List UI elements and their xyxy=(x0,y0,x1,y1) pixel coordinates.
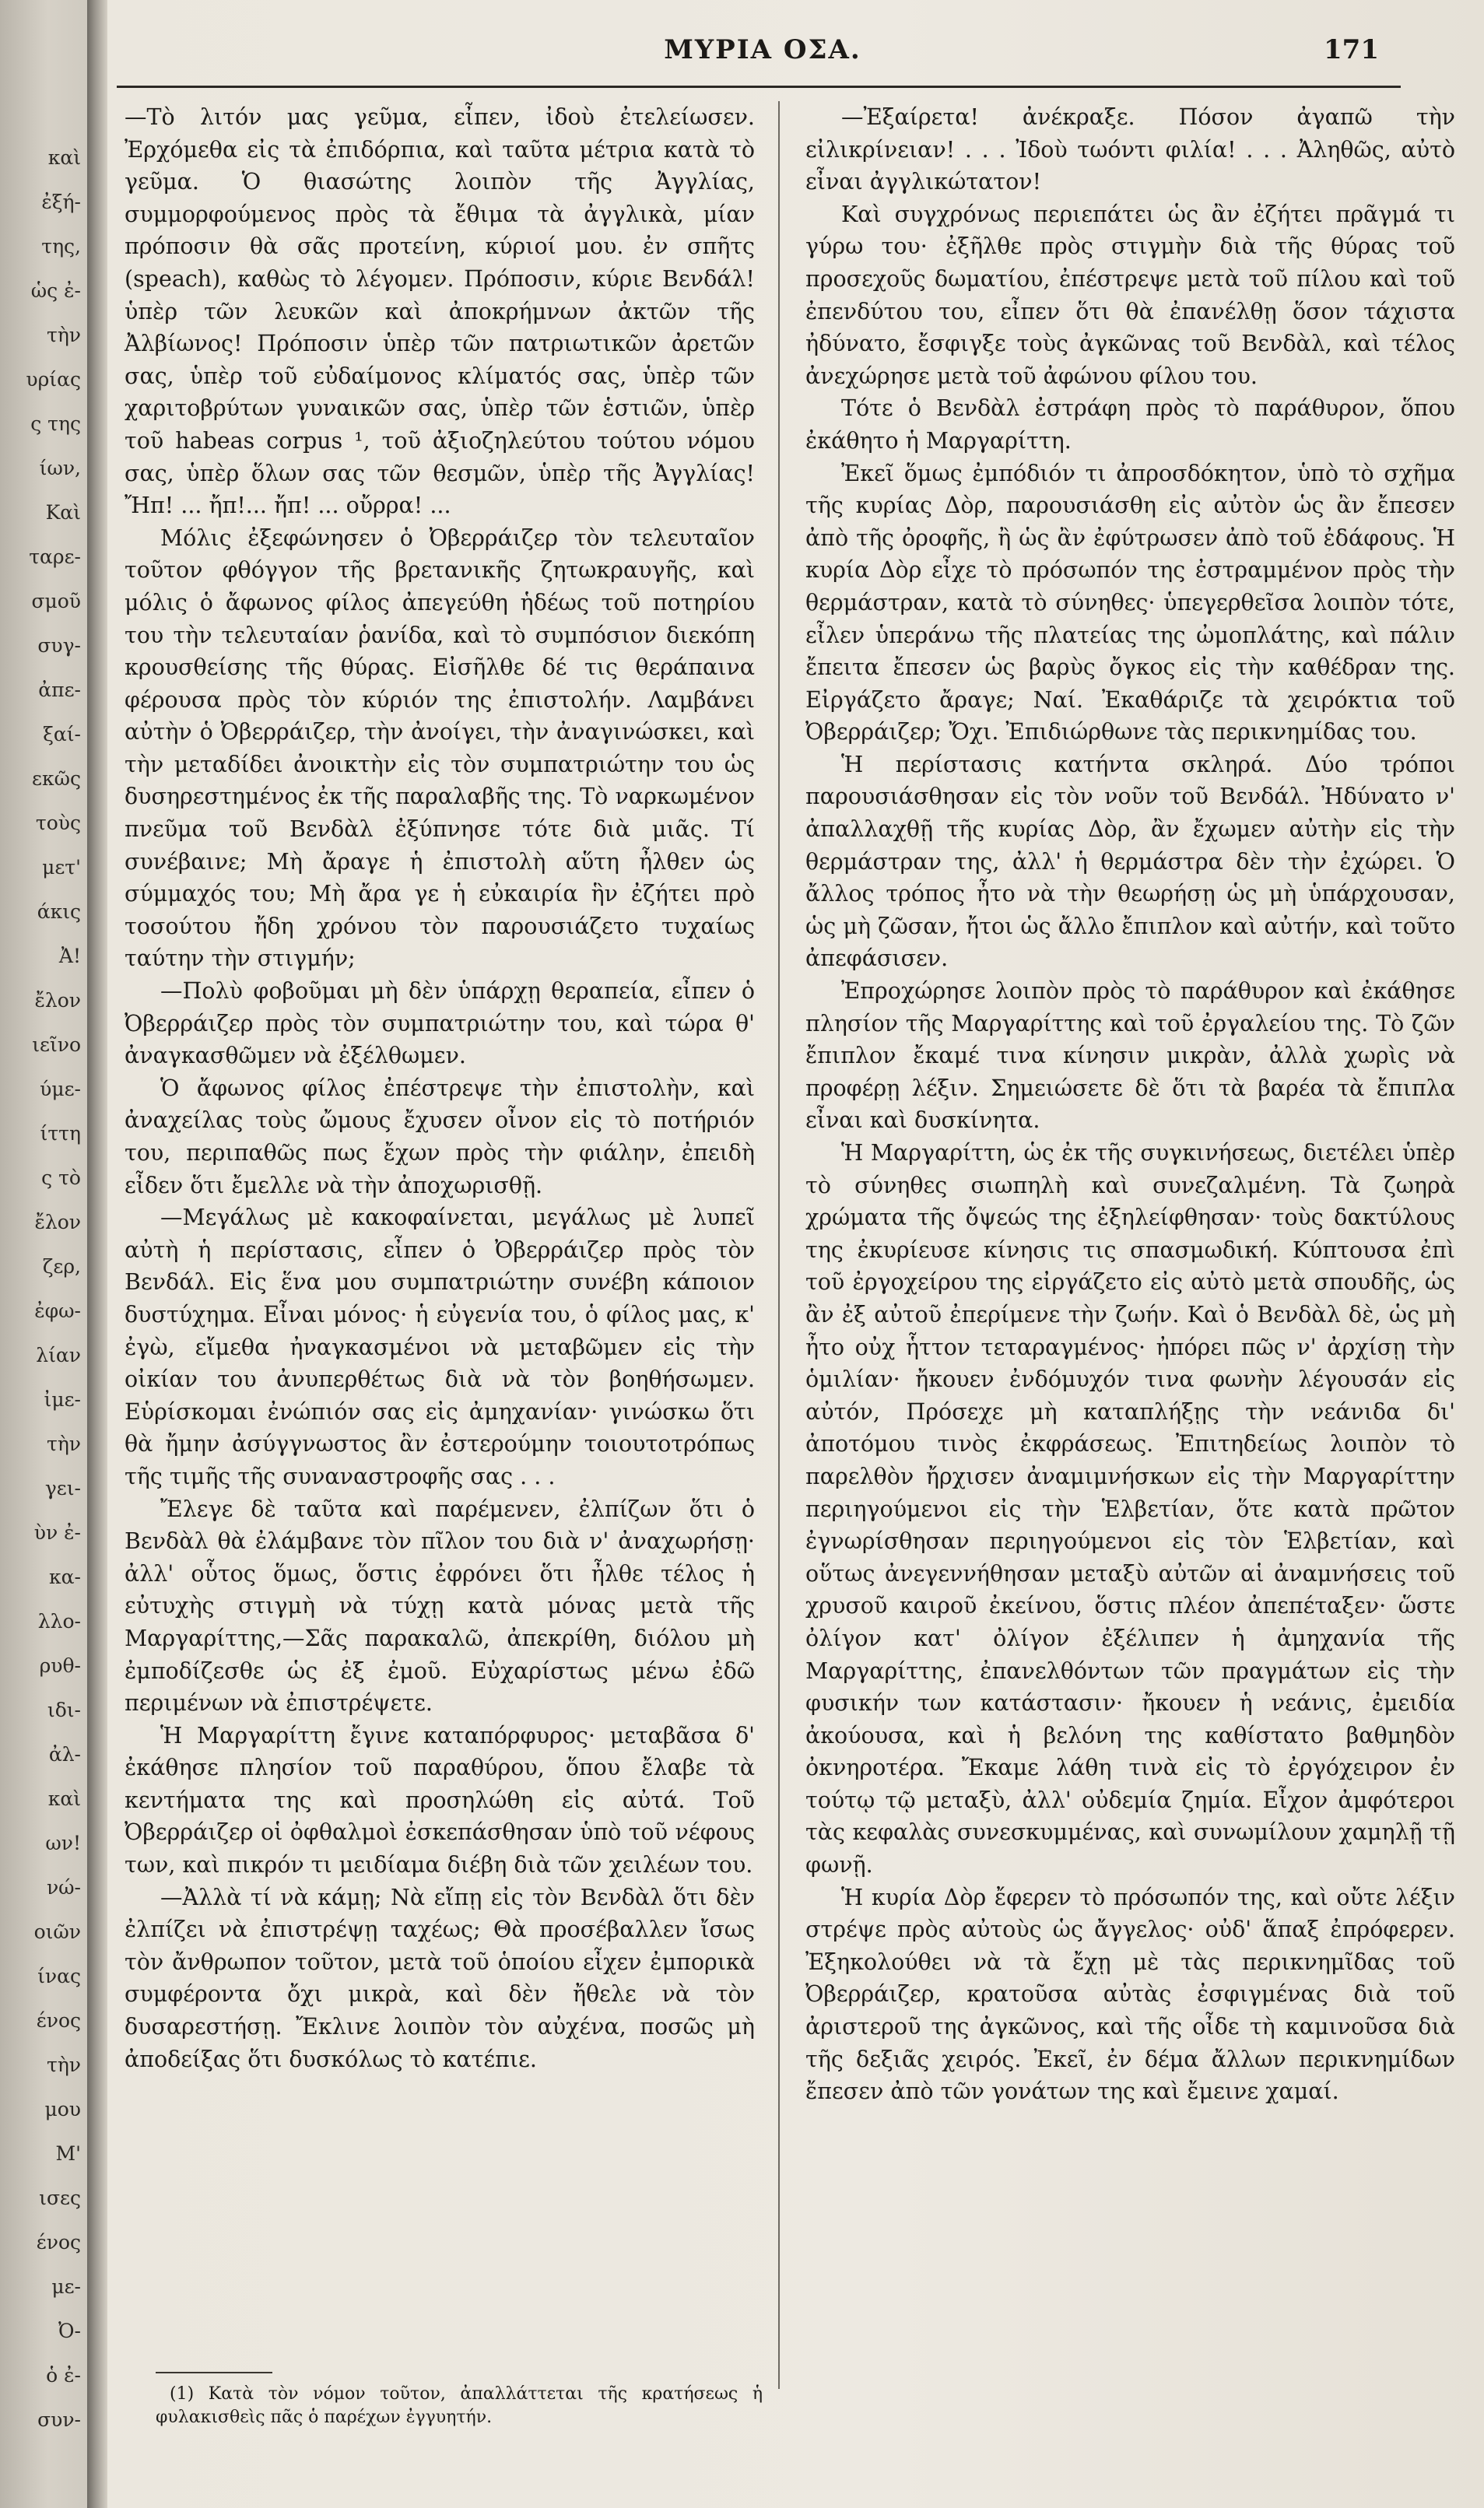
gutter-fragment: ἀλ- xyxy=(48,1743,81,1766)
gutter-fragment: ζερ, xyxy=(42,1255,81,1278)
paragraph: Ἡ Μαργαρίττη, ὡς ἐκ τῆς συγκινήσεως, διετέλει ὑπὲρ τὸ σύνηθες σιωπηλὴ καὶ συνεζαλμένη. Τὰ ζωηρὰ χρώματα τῆς ὄψεώς της ἐξηλείφθησαν· τοὺς δακτύλους της ἐκυρίευσε κίνησις τις σπασμωδική. Κύπτουσα ἐπὶ τοῦ ἐργοχείρου της εἰργάζετο εἰς αὐτὸ μετὰ σπουδῆς, ὡς ἂν ἐξ αὐτοῦ ἐπερίμενε τὴν ζωήν. Καὶ ὁ Βενδὰλ δὲ, ὡς μὴ ἦτο οὐχ ἧττον τεταραγμένος· ἠπόρει πῶς ν' ἀρχίσῃ τὴν ὁμιλίαν· ἤκουεν ἐνδόμυχόν τινα φωνὴν λέγουσάν εἰς αὐτόν, Πρόσεχε μὴ καταπλήξῃς τὴν νεάνιδα δι' ἀποτόμου τινὸς ἐκφράσεως. Ἐπιτηδείως λοιπὸν τὸ παρελθὸν ἤρχισεν ἀναμιμνήσκων εἰς τὴν Μαργαρίττην περιηγούμενοι εἰς τὴν Ἑλβετίαν, ὅτε κατὰ πρῶτον ἐγνωρίσθησαν περιηγούμενοι εἰς τὸν Ἑλβετίαν, καὶ οὕτως ἀνεγεννήθησαν μεταξὺ αὐτῶν αἱ ἀναμνήσεις τοῦ χρυσοῦ καιροῦ ἐκείνου, ὅστις πλέον ἀπεπέταξεν· ὥστε ὀλίγον κατ' ὀλίγον ἐξέλιπεν ἡ ἀμηχανία τῆς Μαργαρίττης, ἐπανελθόντων τῶν πραγμάτων εἰς τὴν φυσικήν των κατάστασιν· ἤκουεν ἡ νεάνις, ἐμειδία ἀκούουσα, καὶ ἡ βελόνη της καθίστατο βαθμηδὸν ὀκνηροτέρα. Ἔκαμε λάθη τινὰ εἰς τὸ ἐργόχειρον ἐν τούτῳ τῷ μεταξὺ, ἀλλ' οὐδεμία ζημία. Εἶχον ἀμφότεροι τὰς κεφαλὰς συνεσκυμμένας, καὶ συνωμίλουν χαμηλῇ τῇ φωνῇ. xyxy=(805,1140,1455,1878)
gutter-fragment: ίων, xyxy=(39,457,81,479)
gutter-fragment: σμοῦ xyxy=(31,590,81,612)
paragraph: Τότε ὁ Βενδὰλ ἐστράφη πρὸς τὸ παράθυρον, ὅπου ἐκάθητο ἡ Μαργαρίττη. xyxy=(805,395,1455,454)
gutter-fragment: ξαί- xyxy=(43,723,81,745)
gutter-fragment: ἐφω- xyxy=(34,1300,81,1322)
paragraph: Ἡ κυρία Δὸρ ἔφερεν τὸ πρόσωπόν της, καὶ οὔτε λέξιν στρέψε πρὸς αὐτοὺς ὡς ἄγγελος· οὐδ' ἅπαξ ἐπρόφερεν. Ἐξηκολούθει νὰ τὰ ἔχῃ μὲ τὰς περικνημῖδας τοῦ Ὀβερράιζερ, κρατοῦσα αὐτὰς ἐσφιγμένας διὰ τοῦ ἀριστεροῦ της ἀγκῶνος, καὶ τῆς οἶδε τὴ καμινοῦσα διὰ τῆς δεξιᾶς χειρός. Ἐκεῖ, ἐν δέμα ἄλλων περικνημίδων ἔπεσεν ἀπὸ τῶν γονάτων της καὶ ἔμεινε χαμαί. xyxy=(805,1884,1455,2105)
gutter-fragment: ων! xyxy=(45,1832,81,1854)
gutter-fragment: λίαν xyxy=(36,1344,81,1366)
gutter-fragment: άκις xyxy=(37,900,81,923)
gutter-fragment: της, xyxy=(41,235,81,258)
gutter-fragment: οιῶν xyxy=(33,1920,81,1943)
gutter-fragment: ρυθ- xyxy=(39,1654,81,1677)
gutter-fragment: τοὺς xyxy=(35,812,81,834)
gutter-fragment: υρίας xyxy=(26,368,81,391)
paragraph: Μόλις ἐξεφώνησεν ὁ Ὀβερράιζερ τὸν τελευταῖον τοῦτον φθόγγον τῆς βρετανικῆς ζητωκραυγῆς, καὶ μόλις ὁ ἄφωνος φίλος ἀπεγεύθη ἡδέως τοῦ ποτηρίου του τὴν τελευταίαν ῥανίδα, καὶ τὸ συμπόσιον διεκόπη κρουσθείσης τῆς θύρας. Εἰσῆλθε δέ τις θεράπαινα φέρουσα πρὸς τὸν κύριόν της ἐπιστολήν. Λαμβάνει αὐτὴν ὁ Ὀβερράιζερ, τὴν ἀνοίγει, τὴν ἀναγινώσκει, καὶ τὴν μεταδίδει ἀνοικτὴν εἰς τὸν συμπατριώτην του ὡς δυσηρεστημένος ἐκ τῆς παραλαβῆς της. Τὸ ναρκωμένον πνεῦμα τοῦ Βενδὰλ ἐξύπνησε τότε διὰ μιᾶς. Τί συνέβαινε; Μὴ ἄραγε ἡ ἐπιστολὴ αὕτη ἦλθεν ὡς σύμμαχός του; Μὴ ἄρα γε ἡ εὐκαιρία ἣν ἐζήτει πρὸ τοσούτου ἤδη χρόνου τὸν παρουσιάζετο τυχαίως ταύτην τὴν στιγμήν; xyxy=(125,524,755,972)
gutter-fragment: καὶ xyxy=(47,1787,81,1810)
gutter-fragment: ίνας xyxy=(37,1965,81,1987)
gutter-fragment: ισες xyxy=(39,2187,81,2209)
gutter-fragment: ταρε- xyxy=(29,545,81,568)
gutter-fragment: ένος xyxy=(36,2231,81,2254)
paragraph: Ἐπροχώρησε λοιπὸν πρὸς τὸ παράθυρον καὶ ἐκάθησε πλησίον τῆς Μαργαρίττης καὶ τοῦ ἐργαλείου της. Τὸ ζῶν ἔπιπλον ἔκαμέ τινα κίνησιν μικρὰν, ἀλλὰ χωρὶς νὰ προφέρῃ λέξιν. Σημειώσετε δὲ ὅτι τὰ βαρέα τὰ ἔπιπλα εἶναι καὶ δυσκίνητα. xyxy=(805,978,1455,1134)
gutter-fragment: γει- xyxy=(44,1477,81,1500)
gutter-fragment: ἰμε- xyxy=(44,1388,81,1411)
gutter-fragment: ίττη xyxy=(40,1122,81,1145)
gutter-fragment: καὶ xyxy=(47,146,81,169)
gutter-fragment: ὺν ἐ- xyxy=(33,1521,81,1544)
paragraph: Ὁ ἄφωνος φίλος ἐπέστρεψε τὴν ἐπιστολὴν, καὶ ἀναχείλας τοὺς ὤμους ἔχυσεν οἶνον εἰς τὸ ποτήριόν του, περιπαθῶς πως ἔχων πρὸς τὴν φιάλην, ἐπειδὴ εἶδεν ὅτι ἔμελλε νὰ τὴν ἀποχωρισθῇ. xyxy=(125,1075,755,1198)
gutter-fragment: ιδι- xyxy=(47,1699,81,1721)
paragraph: Ἡ περίστασις κατήντα σκληρά. Δύο τρόποι παρουσιάσθησαν εἰς τὸν νοῦν τοῦ Βενδάλ. Ἠδύνατο ν' ἀπαλλαχθῇ τῆς κυρίας Δὸρ, ἂν ἔχωμεν αὐτὴν εἰς τὴν θερμάστραν της, ἀλλ' ἡ θερμάστρα δὲν τὴν ἐχώρει. Ὁ ἄλλος τρόπος ἦτο νὰ τὴν θεωρήσῃ ὡς μὴ ὑπάρχουσαν, ὡς μὴ ζῶσαν, ἤτοι ὡς ἄλλο ἔπιπλον καὶ αὐτήν, καὶ τοῦτο ἀπεφάσισεν. xyxy=(805,751,1455,972)
gutter-fragment: Ὀ- xyxy=(58,2320,81,2342)
gutter-fragment: ὡς ἐ- xyxy=(30,279,81,302)
gutter-fragment: τὴν xyxy=(46,1433,81,1455)
gutter-fragment: Ἀ! xyxy=(58,945,81,967)
paragraph: Καὶ συγχρόνως περιεπάτει ὡς ἂν ἐζήτει πρᾶγμά τι γύρω του· ἐξῆλθε πρὸς στιγμὴν διὰ τῆς θύρας τοῦ προσεχοῦς δωματίου, ἐπέστρεψε μετὰ τοῦ πίλου καὶ τοῦ ἐπενδύτου του, εἶπεν ὅτι θὰ ἐπανέλθῃ ὅσον τάχιστα ἠδύνατο, ἔσφιγξε τοὺς ἀγκῶνας τοῦ Βενδὰλ, καὶ τέλος ἀνεχώρησε μετὰ τοῦ ἀφώνου φίλου του. xyxy=(805,201,1455,389)
gutter-fragment: ἐξή- xyxy=(41,191,81,213)
gutter-fragment: Μ' xyxy=(55,2142,81,2165)
paragraph: —Ἐξαίρετα! ἀνέκραξε. Πόσον ἀγαπῶ τὴν εἰλικρίνειαν! . . . Ἰδοὺ τωόντι φιλία! . . . Ἀληθῶς, αὐτὸ εἶναι ἀγγλικώτατον! xyxy=(805,104,1455,195)
gutter-fragment: λλο- xyxy=(37,1610,81,1633)
gutter-fragment: συν- xyxy=(37,2408,81,2431)
facing-page-gutter xyxy=(0,0,87,2508)
gutter-fragment: ὁ ἐ- xyxy=(46,2364,81,2387)
gutter-fragment: ένος xyxy=(36,2009,81,2032)
paragraph: —Ἀλλὰ τί νὰ κάμῃ; Νὰ εἴπῃ εἰς τὸν Βενδὰλ ὅτι δὲν ἐλπίζει νὰ ἐπιστρέψῃ ταχέως; Θὰ προσέβαλλεν ἴσως τὸν ἄνθρωπον τοῦτον, μετὰ τοῦ ὁποίου εἶχεν ἐμπορικὰ συμφέροντα ὄχι μικρὰ, καὶ δὲν ἤθελε νὰ τὸν δυσαρεστήσῃ. Ἔκλινε λοιπὸν τὸν αὐχένα, ποσῶς μὴ ἀποδείξας ὅτι δυσκόλως τὸ κατέπιε. xyxy=(125,1884,755,2072)
right-column xyxy=(805,101,1455,2108)
gutter-fragment: ύμε- xyxy=(40,1078,81,1100)
paragraph: —Τὸ λιτόν μας γεῦμα, εἶπεν, ἰδοὺ ἐτελείωσεν. Ἐρχόμεθα εἰς τὰ ἐπιδόρπια, καὶ ταῦτα μέτρια κατὰ τὸ γεῦμα. Ὁ θιασώτης λοιπὸν τῆς Ἀγγλίας, συμμορφούμενος πρὸς τὰ ἔθιμα τὰ ἀγγλικὰ, μίαν πρόποσιν θὰ σᾶς προτείνη, κύριοί μου. ἐν σπῆτς (speach), καθὼς τὸ λέγομεν. Πρόποσιν, κύριε Βενδάλ! ὑπὲρ τῶν λευκῶν καὶ ἀποκρήμνων ἀκτῶν τῆς Ἀλβίωνος! Πρόποσιν ὑπὲρ τῶν πατριωτικῶν ἀρετῶν σας, ὑπὲρ τοῦ εὐδαίμονος κλίματός σας, ὑπὲρ τῶν χαριτοβρύτων γυναικῶν σας, ὑπὲρ τῶν ἑστιῶν, ὑπὲρ τοῦ habeas corpus ¹, τοῦ ἀξιοζηλεύτου τούτου νόμου σας, ὑπὲρ ὅλων σας τῶν θεσμῶν, ὑπὲρ τῆς Ἀγγλίας! Ἤπ! ... ἤπ!... ἤπ! ... οὔρρα! ... xyxy=(125,104,755,519)
paragraph: Ἔλεγε δὲ ταῦτα καὶ παρέμενεν, ἐλπίζων ὅτι ὁ Βενδὰλ θὰ ἐλάμβανε τὸν πῖλον του διὰ ν' ἀναχωρήσῃ· ἀλλ' οὗτος ὅμως, ὅστις ἐφρόνει ὅτι ἦλθε τέλος ἡ εὐτυχὴς στιγμὴ νὰ τύχῃ κατὰ μόνας μετὰ τῆς Μαργαρίττης,—Σᾶς παρακαλῶ, ἀπεκρίθη, διόλου μὴ ἐμποδίζεσθε ὡς ἐξ ἐμοῦ. Εὐχαρίστως μένω ἐδῶ περιμένων νὰ ἐπιστρέψετε. xyxy=(125,1496,755,1717)
gutter-fragment: ιεῖνο xyxy=(32,1033,81,1056)
gutter-fragment: Καὶ xyxy=(45,501,81,524)
paragraph: Ἡ Μαργαρίττη ἔγινε καταπόρφυρος· μεταβᾶσα δ' ἐκάθησε πλησίον τοῦ παραθύρου, ὅπου ἔλαβε τὰ κεντήματα της καὶ προσηλώθη εἰς αὐτά. Τοῦ Ὀβερράιζερ οἱ ὀφθαλμοὶ ἐσκεπάσθησαν ὑπὸ τοῦ νέφους των, καὶ πικρόν τι μειδίαμα διέβη διὰ τῶν χειλέων του. xyxy=(125,1722,755,1878)
gutter-fragment: ἔλον xyxy=(34,1211,81,1233)
gutter-fragment: ς της xyxy=(30,412,81,435)
gutter-fragment: κα- xyxy=(49,1566,81,1588)
gutter-fragment: μου xyxy=(44,2098,81,2120)
header-rule xyxy=(117,86,1401,88)
footnote-rule xyxy=(156,2372,272,2373)
paragraph: Ἐκεῖ ὅμως ἐμπόδιόν τι ἀπροσδόκητον, ὑπὸ τὸ σχῆμα τῆς κυρίας Δὸρ, παρουσιάσθη εἰς αὐτὸν ὡς ἂν ἔπεσεν ἀπὸ τῆς ὀροφῆς, ἢ ὡς ἂν ἐφύτρωσεν ἀπὸ τοῦ ἐδάφους. Ἡ κυρία Δὸρ εἶχε τὸ πρόσωπόν της ἐστραμμένον πρὸς τὴν θερμάστραν, κατὰ τὸ σύνηθες· ὑπεγερθεῖσα λοιπὸν τότε, εἶλεν ὑπεράνω τῆς πλατείας της ὠμοπλάτης, καὶ πάλιν ἔπειτα ἔπεσεν ὡς βαρὺς ὄγκος εἰς τὴν καθέδραν της. Εἰργάζετο ἄραγε; Ναί. Ἐκαθάριζε τὰ χειρόκτια τοῦ Ὀβερράιζερ; Ὄχι. Ἐπιδιώρθωνε τὰς περικνημίδας του. xyxy=(805,460,1455,745)
paragraph: —Μεγάλως μὲ κακοφαίνεται, μεγάλως μὲ λυπεῖ αὐτὴ ἡ περίστασις, εἶπεν ὁ Ὀβερράιζερ πρὸς τὸν Βενδάλ. Εἰς ἕνα μου συμπατριώτην συνέβη κάποιον δυστύχημα. Εἶναι μόνος· ἡ εὐγενία του, ὁ φίλος μας, κ' ἐγὼ, εἴμεθα ἠναγκασμένοι νὰ μεταβῶμεν εἰς τὴν οἰκίαν του ἀνυπερθέτως διὰ νὰ τὸν βοηθήσωμεν. Εὑρίσκομαι ἐνώπιόν σας εἰς ἀμηχανίαν· γινώσκω ὅτι θὰ ἤμην ἀσύγγνωστος ἂν ἐστερούμην τοιουτοτρόπως τῆς τιμῆς τῆς συναναστροφῆς σας . . . xyxy=(125,1205,755,1489)
book-fold-shadow xyxy=(87,0,107,2508)
gutter-fragment: τὴν xyxy=(46,2054,81,2076)
gutter-fragment: ς τὸ xyxy=(41,1166,81,1189)
column-divider xyxy=(778,101,780,2389)
gutter-fragment: τὴν xyxy=(46,324,81,346)
gutter-fragment: μετ' xyxy=(42,856,81,879)
gutter-fragment: νώ- xyxy=(46,1876,81,1899)
gutter-fragment: εκῶς xyxy=(32,767,81,790)
page-header xyxy=(140,31,1385,78)
gutter-fragment: ἀπε- xyxy=(38,679,81,701)
footnote: (1) Κατὰ τὸν νόμον τοῦτον, ἀπαλλάττεται τῆς κρατήσεως ἡ φυλακισθεὶς πᾶς ὁ παρέχων ἐγγυητήν. xyxy=(156,2384,763,2427)
running-title: ΜΥΡΙΑ ΟΣΑ. xyxy=(664,34,861,65)
left-column xyxy=(125,101,755,2075)
gutter-fragment: συγ- xyxy=(37,634,81,657)
gutter-fragment: με- xyxy=(51,2275,81,2298)
gutter-fragment: ἔλον xyxy=(34,989,81,1012)
page-number: 171 xyxy=(1324,34,1379,65)
paragraph: —Πολὺ φοβοῦμαι μὴ δὲν ὑπάρχῃ θεραπεία, εἶπεν ὁ Ὀβερράιζερ πρὸς τὸν συμπατριώτην του, καὶ τώρα θ' ἀναγκασθῶμεν νὰ ἐξέλθωμεν. xyxy=(125,978,755,1069)
